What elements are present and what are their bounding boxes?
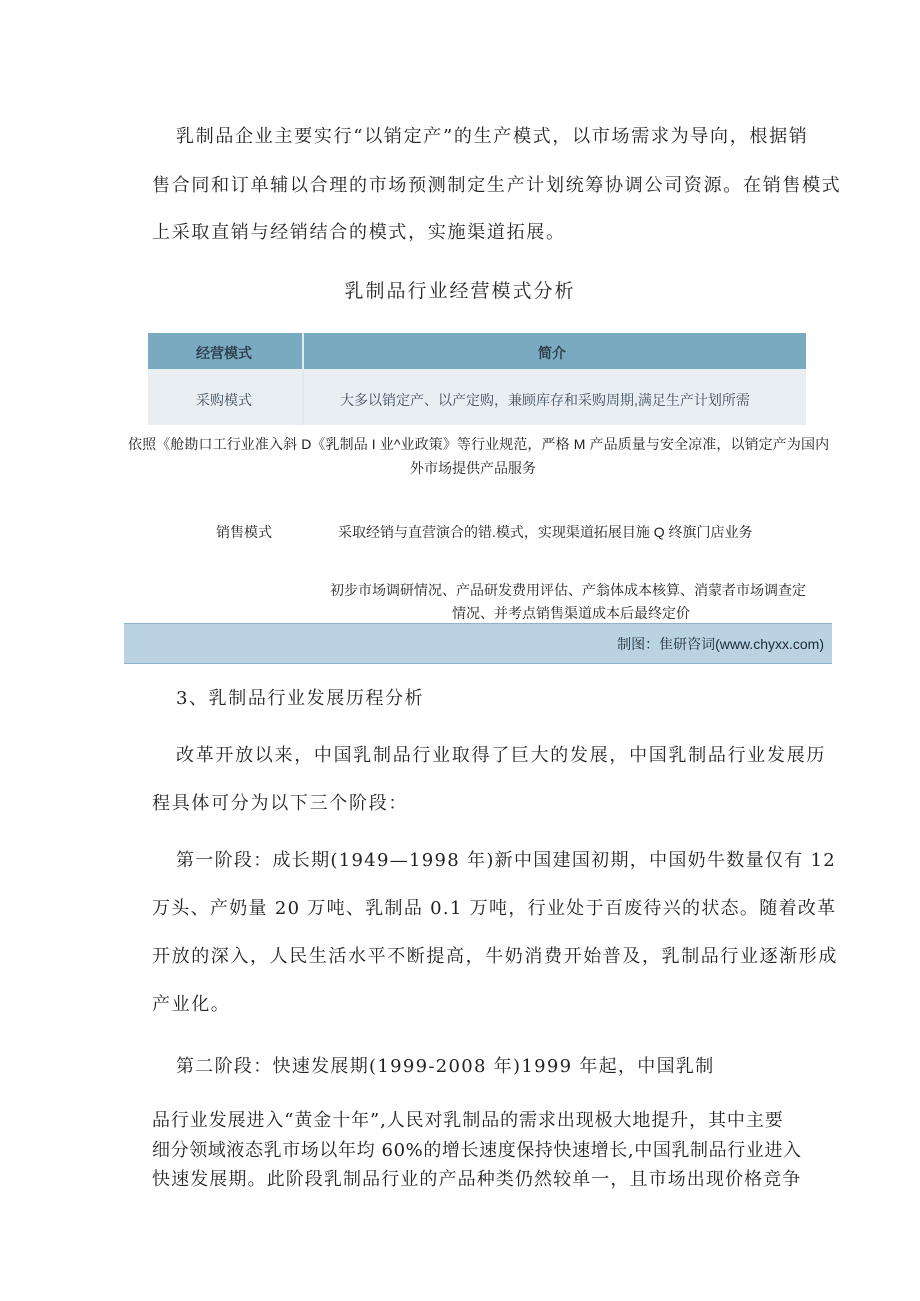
p3-line-1: 第二阶段：快速发展期(1999-2008 年)1999 年起，中国乳制 [176, 1056, 715, 1077]
intro-line-1: 乳制品企业主要实行“以销定产”的生产模式，以市场需求为导向，根据销 [176, 126, 809, 147]
header-desc: 简介 [538, 345, 566, 361]
row3-desc: 采取经销与直营演合的错.模式，实现渠道拓展目施 Q 终旗门店业务 [338, 524, 753, 540]
intro-line-2: 售合同和订单辅以合理的市场预测制定生产计划统筹协调公司资源。在销售模式 [152, 175, 842, 196]
intro-line-3: 上采取直销与经销结合的模式，实施渠道拓展。 [152, 222, 566, 243]
row1-desc: 大多以销定产、以产定购，兼顾库存和采购周期,满足生产计划所需 [340, 392, 750, 408]
column-divider [302, 333, 304, 425]
row2-desc-line-1: 依照《舱勘口工行业准入斜 D《乳制品 I 业^业政策》等行业规范，严格 M 产品质量与安全凉准，以销定产为国内 [128, 436, 830, 452]
header-mode: 经营模式 [196, 345, 252, 361]
row2-desc-line-2: 外市场提供产品服务 [410, 460, 536, 476]
p2-line-4: 产业化。 [152, 994, 231, 1015]
p2-line-2: 万头、产奶量 20 万吨、乳制品 0.1 万吨，行业处于百废待兴的状态。随着改革 [152, 898, 837, 919]
p4-line-1: 品行业发展进入“黄金十年”,人民对乳制品的需求出现极大地提升，其中主要 [152, 1110, 784, 1131]
row3-mode: 销售模式 [216, 524, 272, 540]
row4-desc-line-1: 初步市场调研情况、产品研发费用评估、产翁体成本核算、消蒙者市场调查定 [330, 582, 806, 598]
section-heading: 3、乳制品行业发展历程分析 [176, 688, 425, 709]
p2-line-3: 开放的深入，人民生活水平不断提高，牛奶消费开始普及，乳制品行业逐渐形成 [152, 946, 838, 967]
p4-line-3: 快速发展期。此阶段乳制品行业的产品种类仍然较单一，且市场出现价格竞争 [152, 1169, 802, 1190]
p2-line-1: 第一阶段：成长期(1949—1998 年)新中国建国初期，中国奶牛数量仅有 12 [176, 850, 837, 871]
table-source: 制图：隹研咨词(www.chyxx.com) [617, 636, 824, 652]
row1-mode: 采购模式 [196, 392, 252, 408]
p1-line-2: 程具体可分为以下三个阶段： [152, 793, 409, 814]
p4-line-2: 细分领域液态乳市场以年均 60%的增长速度保持快速增长,中国乳制品行业进入 [152, 1140, 802, 1161]
row4-desc-line-2: 情况、并考点销售渠道成本后最终定价 [452, 605, 690, 621]
table-caption: 乳制品行业经营模式分析 [344, 280, 576, 302]
p1-line-1: 改革开放以来，中国乳制品行业取得了巨大的发展，中国乳制品行业发展历 [176, 745, 827, 766]
